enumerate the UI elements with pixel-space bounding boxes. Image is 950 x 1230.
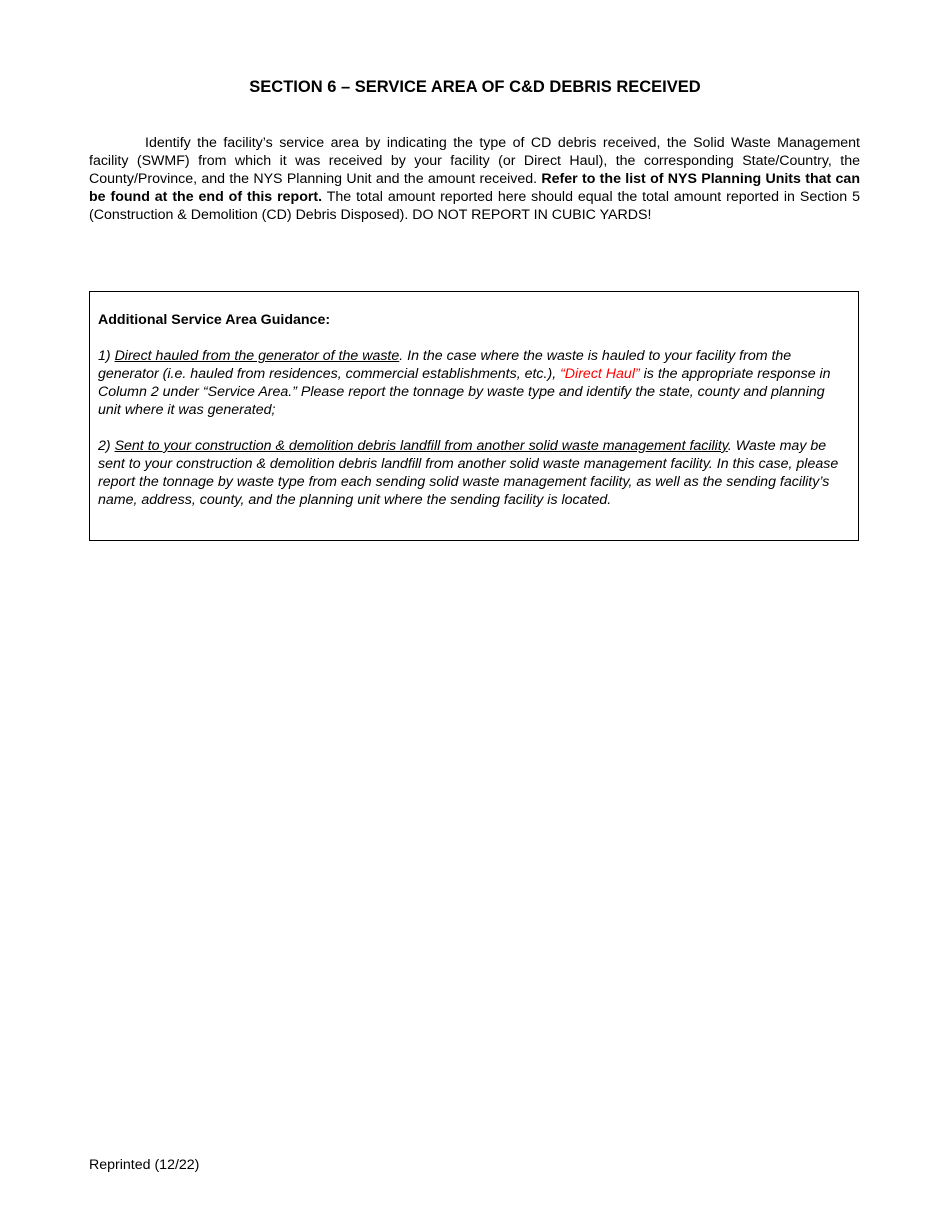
guidance-item-direct-haul	[98, 347, 850, 419]
footer-reprint-date: Reprinted (12/22)	[89, 1157, 200, 1173]
guidance-item-number: 2)	[98, 438, 115, 454]
guidance-item-title: Direct hauled from the generator of the waste	[114, 348, 400, 364]
guidance-item-title: Sent to your construction & demolition debris landfill from another solid waste management facility	[114, 438, 728, 454]
intro-bold-reference: Refer to the list of NYS Planning Units that can be found at the end of this report.	[89, 171, 860, 205]
intro-text-1: Identify the facility’s service area by indicating the type of CD debris received, the Solid Waste Management facility (SWMF) from which it was received by your facility (or Direct Haul), the corresponding State/Country, the County/Province, and the NYS Planning Unit and the amount received.	[89, 135, 860, 187]
intro-text-2: The total amount reported here should equal the total amount reported in Section 5 (Construction & Demolition (CD) Debris Disposed). DO NOT REPORT IN CUBIC YARDS!	[89, 189, 860, 223]
guidance-item-text: . Waste may be sent to your construction & demolition debris landfill from another solid waste management facility. In this case, please report the tonnage by waste type from each sending solid waste management facility, as well as the sending facility’s name, address, county, and the planning unit where the sending facility is located.	[98, 438, 839, 508]
intro-paragraph	[89, 134, 860, 224]
guidance-item-swmf	[98, 437, 850, 509]
guidance-item-text: is the appropriate response in Column 2 under “Service Area.” Please report the tonnage by waste type and identify the state, county and planning unit where it was generated;	[98, 366, 831, 418]
page-title: SECTION 6 – SERVICE AREA OF C&D DEBRIS RECEIVED	[249, 78, 701, 96]
guidance-box	[89, 291, 859, 541]
guidance-item-text: . In the case where the waste is hauled to your facility from the generator (i.e. hauled from residences, commercial establishments, etc.),	[98, 348, 792, 382]
direct-haul-highlight: “Direct Haul”	[560, 366, 640, 382]
guidance-heading: Additional Service Area Guidance:	[98, 312, 331, 328]
guidance-item-number: 1)	[98, 348, 115, 364]
guidance-content	[98, 311, 850, 509]
